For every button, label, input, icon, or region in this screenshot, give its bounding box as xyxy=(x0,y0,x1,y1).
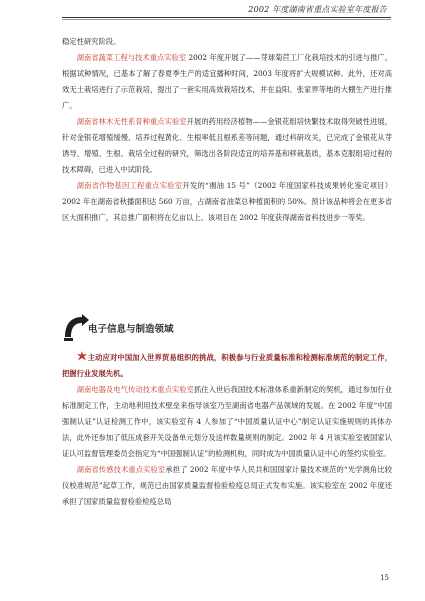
section-heading xyxy=(62,313,392,343)
header-rule xyxy=(62,17,391,18)
body-block-1 xyxy=(62,34,392,226)
header-rule-secondary xyxy=(62,19,391,20)
star-burst-icon xyxy=(77,351,87,361)
paragraph-electrical-lab xyxy=(62,382,392,462)
lab-name-vegetable: 湖南省蔬菜工程与技术重点实验室 xyxy=(76,53,187,62)
lead-text: 主动应对中国加入世界贸易组织的挑战，积极参与行业质量标准和检测标准规范的制定工作，把握行业发展先机。 xyxy=(62,353,392,378)
paragraph-text: 抓住入世后我国技术标准体系重新制定的契机，通过参加行业标准制定工作，主动地利用技术壁垒来指导该室乃至湖南省电器产品领域的发展。在 2002 年度“中国强制认证”认证检测工作中，该实验室有 4 人参加了“中国质量认证中心”制定认证实施规则的具体办法，此外还参加了低压成套开关设备单元划分及送样数量规则的制定。2002 年 4 月该实验室被国家认证认可监督管理委员会指定为“中国强制认证”的检测机构，同时成为中国质量认证中心的签约实验室。 xyxy=(62,385,392,458)
paragraph-text: 2002 年度开展了——芽球菊苣工厂化栽培技术的引进与推广。根据试种情况，已基本了解了春夏季生产的适宜播种时间，2003 年度将扩大规模试种。此外，还对高效无土栽培进行了示范栽培，提出了一套实用高效栽培技术，并在益阳、张家界等地的大棚生产进行推广。 xyxy=(62,53,392,110)
paragraph-crop-gene-lab xyxy=(62,178,392,226)
lead-statement xyxy=(62,350,392,382)
lab-name-crop-gene: 湖南省作物基因工程重点实验室 xyxy=(76,181,183,190)
paragraph-vegetable-lab xyxy=(62,50,392,114)
arrow-curve-icon xyxy=(62,313,90,343)
paragraph-text: 开发的“湘油 15 号”（2002 年度国家科技成果转化鉴定项目）2002 年在湖南省秋播面积达 560 万亩，占湖南省油菜总种植面积的 50%。预计该品种将会在更多省区大面积推广，其总推广面积将在亿亩以上。该项目在 2002 年度获得湖南省科技进步一等奖。 xyxy=(62,181,392,222)
page-number: 15 xyxy=(380,574,389,582)
paragraph-forestry-lab xyxy=(62,114,392,178)
lab-name-electrical: 湖南电器及电气传动技术重点实验室 xyxy=(76,385,194,394)
paragraph-text: 开展的药用经济植物——金银花组培快繁技术取得突破性进展，针对金银花增殖缓慢、培养过程黄化、生根率低且根系差等问题，通过科研攻关，已完成了金银花从芽诱导、增殖、生根、栽培全过程的研究，筛选出各阶段适宜的培养基和移栽基质，基本克服组培过程的技术障碍，已进入中试阶段。 xyxy=(62,117,393,174)
body-block-2 xyxy=(62,350,392,510)
lab-name-sensor: 湖南省传感技术重点实验室 xyxy=(76,465,166,474)
paragraph-text: 承担了 2002 年度中华人民共和国国家计量技术规范的“光学测角比较仪校准规范”起草工作，规范已由国家质量监督检验检疫总局正式发布实施。该实验室在 2002 年度还承担了国家质量监督检验检疫总局 xyxy=(62,465,393,506)
section-title: 电子信息与制造领域 xyxy=(88,324,174,335)
paragraph-sensor-lab xyxy=(62,462,392,510)
running-header-title: 2002 年度湖南省重点实验室年度报告 xyxy=(248,5,387,14)
lab-name-forestry: 湖南省林木无性系育种重点实验室 xyxy=(76,117,187,126)
paragraph-continuation: 稳定性研究阶段。 xyxy=(62,37,121,46)
